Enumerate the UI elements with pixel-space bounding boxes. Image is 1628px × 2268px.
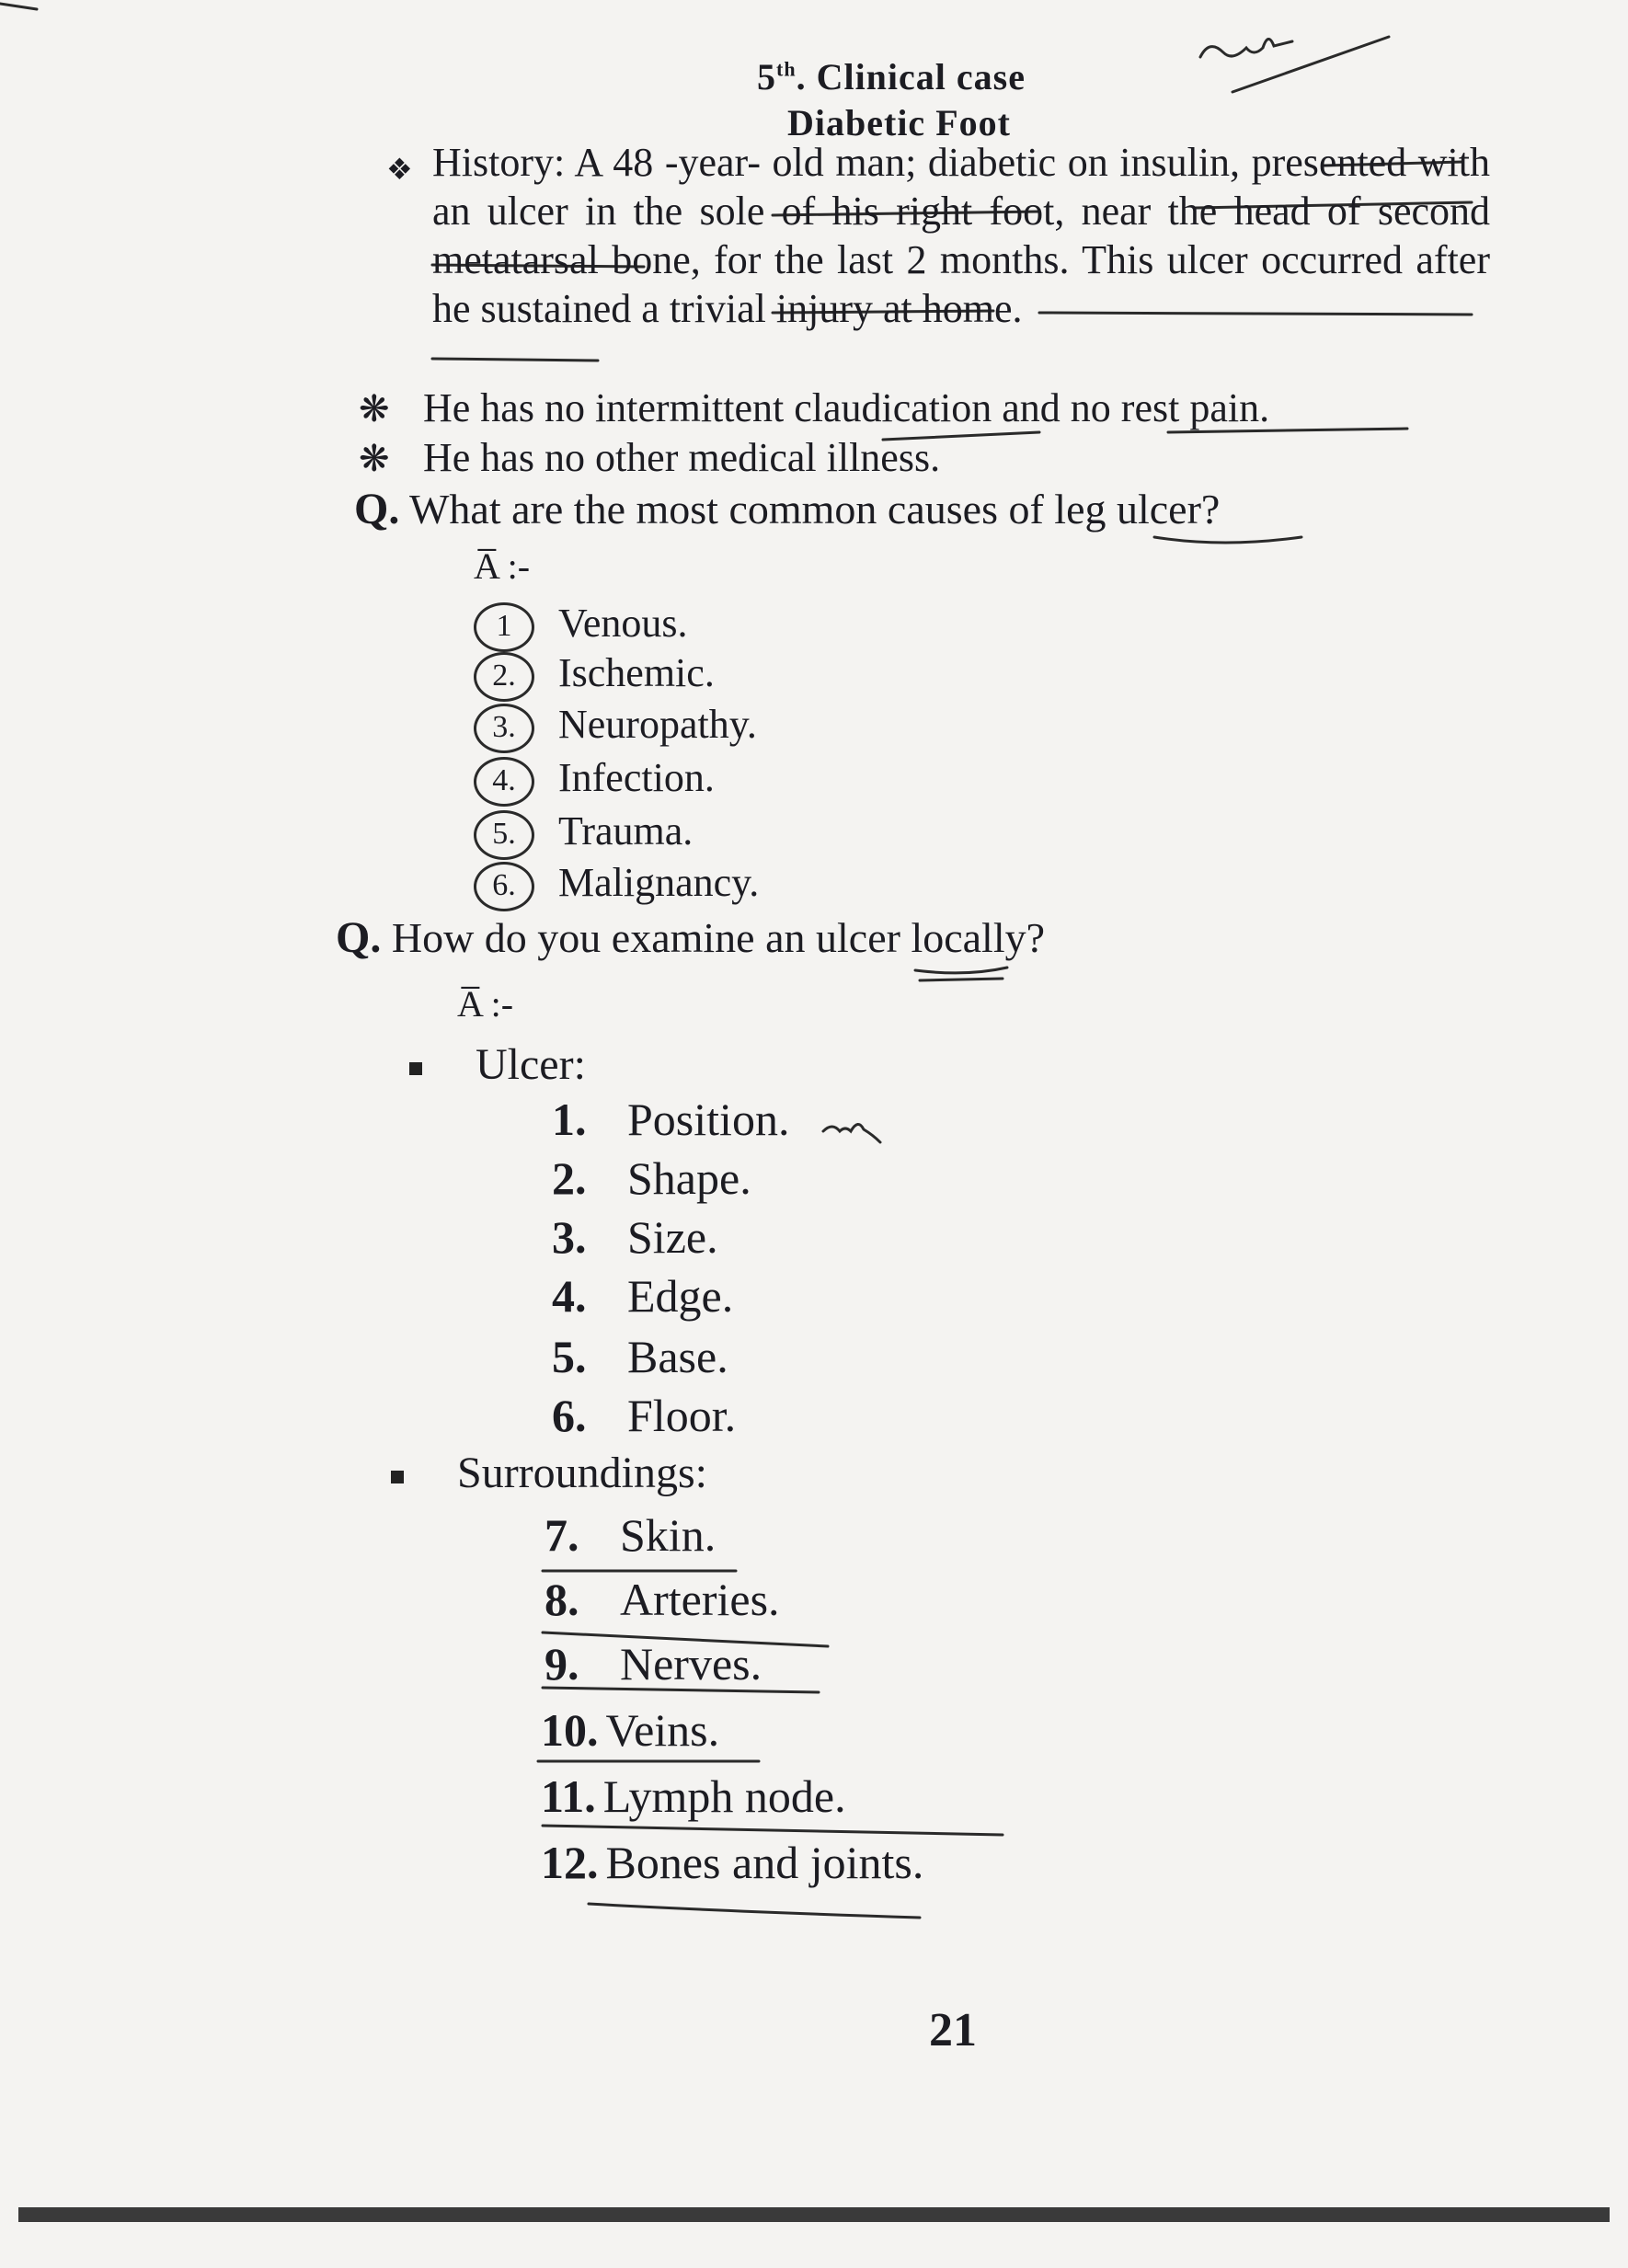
item-number: 2.	[552, 1152, 587, 1204]
cause-label: Malignancy.	[558, 860, 760, 905]
cause-number: 2.	[474, 652, 534, 702]
cause-item	[474, 754, 715, 807]
item-label: Edge.	[627, 1270, 734, 1322]
note-medical-illness	[359, 434, 940, 481]
question-prefix: Q.	[336, 913, 382, 962]
item-label: Nerves.	[620, 1638, 762, 1690]
cause-item	[474, 859, 759, 911]
item-label: Size.	[627, 1211, 718, 1263]
cause-label: Ischemic.	[558, 650, 715, 695]
ulcer-underline	[915, 968, 1007, 980]
question-examine-ulcer	[336, 912, 1045, 963]
item-label: Position.	[627, 1094, 790, 1145]
question-causes	[354, 484, 1220, 534]
note-text: He has no intermittent claudication and no rest pain.	[423, 385, 1270, 430]
surrounding-item	[541, 1836, 923, 1889]
scan-edge-bar	[18, 2207, 1610, 2222]
ulcer-item	[552, 1269, 733, 1323]
section-ulcer	[409, 1039, 586, 1090]
surrounding-item	[545, 1637, 762, 1690]
note-claudication	[359, 384, 1269, 431]
surrounding-item	[545, 1508, 716, 1562]
item-label: Arteries.	[620, 1574, 780, 1625]
question-text: How do you examine an ulcer locally?	[391, 914, 1046, 961]
cause-label: Trauma.	[558, 808, 694, 853]
leg-ulcer-underline	[1154, 537, 1301, 543]
square-bullet-icon	[409, 1062, 422, 1075]
section-surroundings	[391, 1448, 707, 1498]
asterisk-icon: ❋	[359, 438, 390, 479]
case-title	[757, 55, 1026, 98]
surrounding-item	[541, 1770, 846, 1823]
case-number-suffix: th	[776, 57, 797, 81]
section-label: Surroundings:	[457, 1449, 708, 1497]
cause-number: 6.	[474, 862, 534, 911]
cause-label: Infection.	[558, 755, 715, 800]
cause-number: 1	[474, 602, 534, 652]
item-label: Veins.	[605, 1704, 720, 1756]
ulcer-item	[552, 1151, 751, 1205]
item-number: 1.	[552, 1094, 587, 1145]
section-label: Ulcer:	[476, 1040, 586, 1089]
cause-item	[474, 649, 715, 702]
ulcer-item	[552, 1093, 789, 1146]
cause-item	[474, 600, 688, 652]
signature-scribble	[1200, 37, 1389, 92]
margin-note-scribble	[823, 1124, 880, 1142]
item-number: 10.	[541, 1704, 599, 1756]
item-number: 4.	[552, 1270, 587, 1322]
item-number: 7.	[545, 1509, 579, 1561]
asterisk-icon: ❋	[359, 388, 390, 430]
item-number: 8.	[545, 1574, 579, 1625]
item-label: Floor.	[627, 1390, 737, 1441]
corner-mark	[0, 4, 37, 9]
question-prefix: Q.	[354, 485, 400, 533]
item-label: Base.	[627, 1331, 728, 1382]
item-number: 5.	[552, 1331, 587, 1382]
item-label: Lymph node.	[602, 1770, 846, 1822]
item-label: Bones and joints.	[605, 1837, 924, 1888]
item-label: Shape.	[627, 1152, 751, 1204]
item-number: 3.	[552, 1211, 587, 1263]
answer-label: A̅ :-	[457, 983, 514, 1025]
cause-label: Venous.	[558, 601, 688, 646]
ulcer-item	[552, 1210, 718, 1264]
surrounding-item	[541, 1703, 719, 1757]
cause-number: 3.	[474, 704, 534, 753]
cause-item	[474, 701, 757, 753]
cause-label: Neuropathy.	[558, 702, 757, 747]
history-text: History: A 48 -year- old man; diabetic on insulin, presented with an ulcer in the sole of his right foot, near the head of second metatarsal bone, for the last 2 months. This ulcer occurred after he sustained a trivial injury at home.	[432, 140, 1490, 331]
question-text: What are the most common causes of leg ulcer?	[409, 486, 1221, 533]
case-label: . Clinical case	[796, 56, 1026, 97]
case-number: 5	[757, 56, 776, 97]
topic-title: Diabetic Foot	[787, 102, 1011, 143]
ulcer-item	[552, 1389, 736, 1442]
item-number: 11.	[541, 1770, 596, 1822]
cause-item	[474, 808, 693, 860]
surrounding-item	[545, 1573, 780, 1626]
answer-label: A̅ :-	[474, 545, 531, 587]
item-number: 6.	[552, 1390, 587, 1441]
square-bullet-icon	[391, 1471, 404, 1483]
item-number: 12.	[541, 1837, 599, 1888]
note-text: He has no other medical illness.	[423, 435, 941, 480]
item-number: 9.	[545, 1638, 579, 1690]
page-number: 21	[929, 2004, 977, 2056]
item-label: Skin.	[620, 1509, 717, 1561]
cause-number: 4.	[474, 757, 534, 807]
history-bullet-icon: ❖	[386, 153, 413, 186]
cause-number: 5.	[474, 810, 534, 860]
ulcer-item	[552, 1330, 728, 1383]
history-block	[386, 138, 1490, 333]
